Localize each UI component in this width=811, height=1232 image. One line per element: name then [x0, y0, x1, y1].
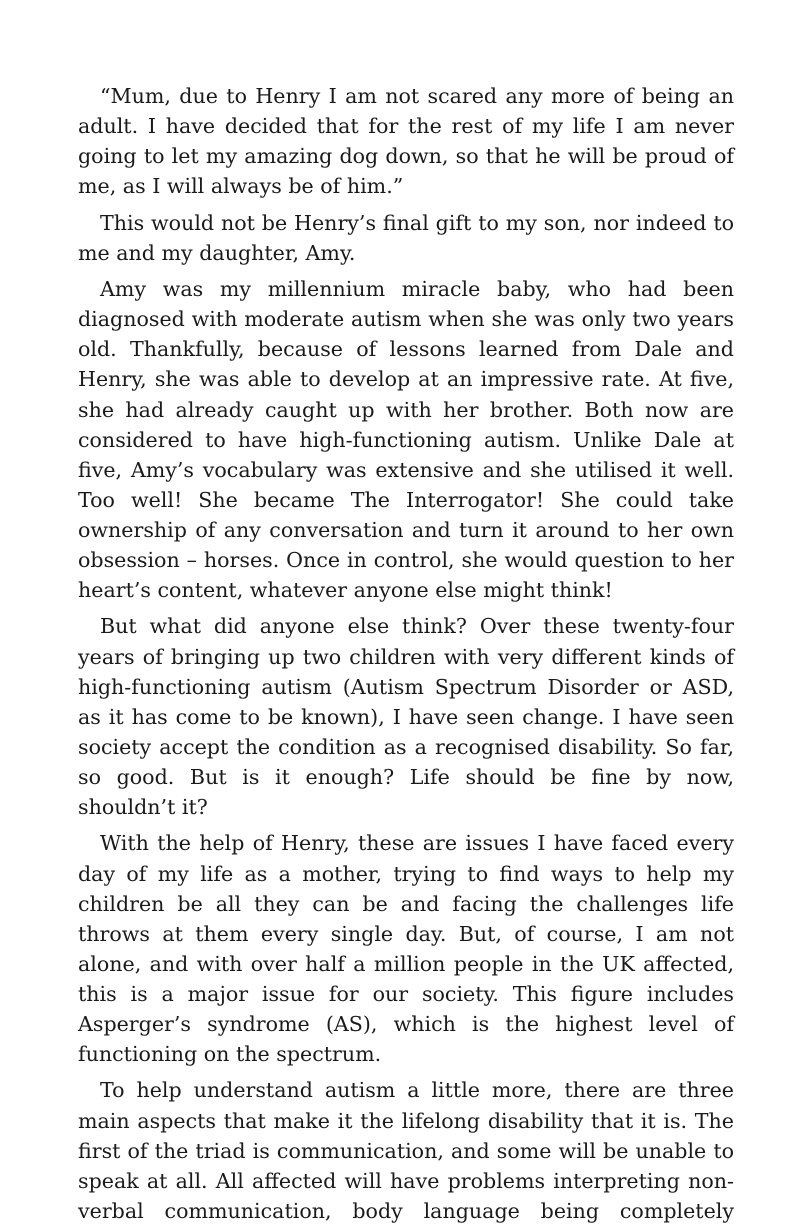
paragraph-society-change: But what did anyone else think? Over these twenty-four years of bringing up two children with very different kinds of high-functioning autism (Autism Spectrum Disorder or ASD, as it has come to be known), I have seen change. I have seen society accept the condition as a recognised disability. So far, so good. But is it enough? Life should be fine by now, shouldn’t it?: [78, 614, 734, 820]
paragraph-autism-triad: To help understand autism a little more, there are three main aspects that make it the lifelong disability that it is. The first of the triad is communication, and some will be unable to speak at all. All affected will have problems interpreting non-verbal communication, body language being completely: [78, 1078, 734, 1223]
paragraph-amy-autism: Amy was my millennium miracle baby, who had been diagnosed with moderate autism when she was only two years old. Thankfully, because of lessons learned from Dale and Henry, she was able to develop at an impressive rate. At five, she had already caught up with her brother. Both now are considered to have high-functioning autism. Unlike Dale at five, Amy’s vocabulary was extensive and she utilised it well. Too well! She became The Interrogator! She could take ownership of any conversation and turn it around to her own obsession – horses. Once in control, she would question to her heart’s content, whatever anyone else might think!: [78, 277, 734, 603]
book-page-text: [78, 81, 734, 1232]
paragraph-henry-gift: This would not be Henry’s final gift to my son, nor indeed to me and my daughter, Amy.: [78, 210, 734, 265]
paragraph-dale-quote: “Mum, due to Henry I am not scared any more of being an adult. I have decided that for the rest of my life I am never going to let my amazing dog down, so that he will be proud of me, as I will always be of him.”: [78, 84, 734, 199]
paragraph-mother-challenges: With the help of Henry, these are issues I have faced every day of my life as a mother, trying to find ways to help my children be all they can be and facing the challenges life throws at them every single day. But, of course, I am not alone, and with over half a million people in the UK affected, this is a major issue for our society. This figure includes Asperger’s syndrome (AS), which is the highest level of functioning on the spectrum.: [78, 831, 734, 1067]
